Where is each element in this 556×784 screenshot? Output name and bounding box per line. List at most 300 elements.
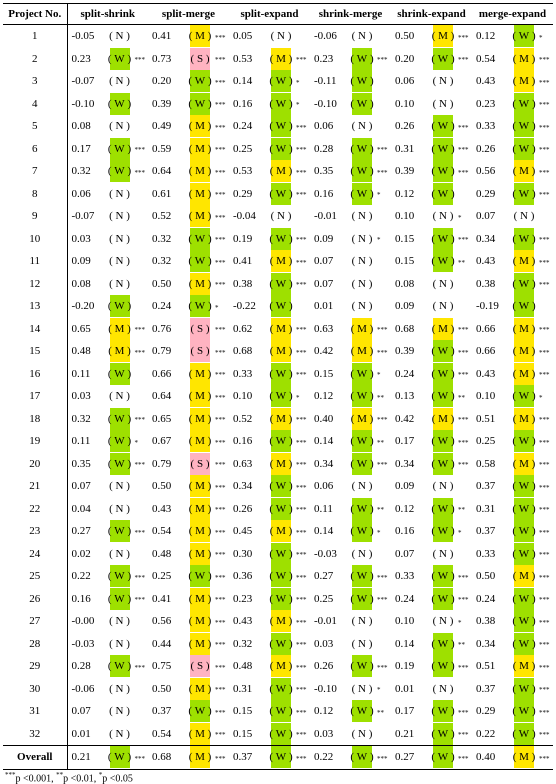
correlation-value: 0.07: [476, 210, 496, 223]
strength-label: ( W ): [347, 385, 377, 407]
significance-stars: ***: [539, 573, 550, 582]
table-cell: [310, 48, 391, 71]
table-cell: [67, 543, 148, 566]
strength-label: ( W ): [428, 565, 458, 587]
significance-stars: ***: [215, 461, 226, 470]
strength-letter: W: [518, 435, 530, 448]
correlation-value: 0.50: [152, 277, 172, 290]
strength-label: ( W ): [509, 543, 539, 565]
strength-label: ( N ): [105, 273, 135, 295]
table-cell: [472, 138, 553, 161]
significance-stars: *: [296, 78, 300, 87]
strength-letter: M: [195, 547, 205, 560]
table-cell: [310, 565, 391, 588]
strength-letter: W: [356, 502, 368, 515]
strength-letter: W: [437, 187, 449, 200]
strength-letter: W: [356, 390, 368, 403]
correlation-value: 0.15: [233, 705, 253, 718]
table-cell: [391, 228, 472, 251]
strength-label: ( M ): [185, 25, 215, 47]
significance-stars: ***: [296, 123, 307, 132]
strength-letter: M: [519, 75, 529, 88]
strength-label: ( N ): [347, 723, 377, 745]
significance-stars: ***: [215, 731, 226, 740]
correlation-value: 0.51: [476, 660, 496, 673]
correlation-value: 0.43: [152, 502, 172, 515]
table-row: [3, 498, 553, 521]
significance-stars: *: [377, 528, 381, 537]
project-number: 26: [3, 588, 67, 611]
significance-stars: ***: [215, 191, 226, 200]
footnote-text: p <0.001,: [15, 772, 57, 784]
correlation-value: 0.03: [314, 637, 334, 650]
strength-letter: M: [195, 412, 205, 425]
correlation-value: 0.41: [152, 592, 172, 605]
significance-stars: ***: [377, 573, 388, 582]
strength-letter: W: [437, 705, 449, 718]
table-row: [3, 115, 553, 138]
correlation-value: 0.50: [152, 480, 172, 493]
table-cell: [67, 610, 148, 633]
table-cell: [310, 385, 391, 408]
significance-stars: ***: [539, 191, 550, 200]
significance-stars: ***: [458, 123, 469, 132]
significance-stars: ***: [539, 348, 550, 357]
table-cell: [391, 588, 472, 611]
correlation-value: 0.19: [233, 232, 253, 245]
significance-stars: ***: [296, 686, 307, 695]
correlation-value: 0.35: [71, 457, 91, 470]
significance-stars: ***: [215, 641, 226, 650]
strength-label: ( N ): [347, 250, 377, 272]
correlation-value: 0.07: [71, 480, 91, 493]
strength-label: ( W ): [509, 295, 539, 317]
strength-letter: W: [356, 457, 368, 470]
significance-stars: ***: [296, 326, 307, 335]
strength-letter: N: [115, 255, 124, 268]
strength-label: ( W ): [266, 678, 296, 700]
strength-label: ( N ): [347, 25, 377, 47]
table-cell: [67, 318, 148, 341]
table-cell: [67, 25, 148, 48]
significance-stars: ***: [539, 146, 550, 155]
strength-letter: M: [276, 255, 286, 268]
strength-label: ( W ): [428, 385, 458, 407]
strength-label: ( M ): [185, 205, 215, 227]
project-number: 27: [3, 610, 67, 633]
strength-letter: W: [518, 232, 530, 245]
project-number: 12: [3, 273, 67, 296]
significance-stars: ***: [215, 326, 226, 335]
correlation-value: 0.66: [476, 345, 496, 358]
correlation-value: -0.00: [71, 615, 95, 628]
table-cell: [67, 250, 148, 273]
strength-letter: N: [115, 547, 124, 560]
correlation-value: -0.05: [71, 30, 95, 43]
correlation-value: 0.17: [395, 705, 415, 718]
strength-label: ( W ): [428, 430, 458, 452]
strength-label: ( W ): [105, 746, 135, 768]
header-split-expand: split-expand: [229, 4, 310, 25]
significance-stars: ***: [458, 416, 469, 425]
table-cell: [229, 385, 310, 408]
strength-label: ( N ): [428, 93, 458, 115]
correlation-value: 0.40: [476, 751, 496, 764]
strength-label: ( M ): [185, 475, 215, 497]
correlation-value: 0.33: [233, 367, 253, 380]
significance-stars: ***: [296, 56, 307, 65]
strength-letter: N: [520, 210, 528, 223]
significance-stars: ***: [377, 663, 388, 672]
table-cell: [310, 453, 391, 476]
strength-label: ( N ): [105, 678, 135, 700]
table-cell: [310, 318, 391, 341]
significance-stars: ***: [458, 708, 469, 717]
strength-letter: N: [358, 255, 366, 268]
significance-stars: ***: [215, 56, 226, 65]
strength-letter: M: [519, 255, 529, 268]
project-number: 13: [3, 295, 67, 318]
strength-label: ( N ): [347, 205, 377, 227]
strength-label: ( N ): [428, 273, 458, 295]
strength-label: ( N ): [347, 475, 377, 497]
strength-letter: S: [196, 457, 204, 470]
table-cell: [391, 93, 472, 116]
table-row: [3, 385, 553, 408]
strength-letter: W: [194, 300, 206, 313]
strength-label: ( N ): [105, 543, 135, 565]
significance-stars: ***: [377, 168, 388, 177]
correlation-value: 0.10: [233, 390, 253, 403]
strength-label: ( W ): [266, 498, 296, 520]
correlation-value: 0.12: [395, 187, 415, 200]
project-number: 31: [3, 700, 67, 723]
strength-letter: S: [196, 345, 204, 358]
correlation-value: 0.32: [152, 255, 172, 268]
table-cell: [148, 138, 229, 161]
table-row: [3, 700, 553, 723]
correlation-value: 0.37: [233, 751, 253, 764]
strength-letter: W: [518, 547, 530, 560]
strength-letter: W: [114, 435, 125, 448]
strength-label: ( M ): [185, 273, 215, 295]
significance-stars: ***: [539, 708, 550, 717]
table-cell: [472, 655, 553, 678]
strength-letter: N: [115, 615, 124, 628]
significance-stars: ***: [215, 596, 226, 605]
table-cell: [391, 453, 472, 476]
table-row: [3, 160, 553, 183]
significance-stars: ***: [296, 731, 307, 740]
correlation-value: 0.06: [314, 480, 334, 493]
correlation-value: 0.76: [152, 322, 172, 335]
strength-label: ( W ): [428, 250, 458, 272]
table-cell: [391, 543, 472, 566]
project-number: 32: [3, 723, 67, 746]
project-number: 18: [3, 408, 67, 431]
strength-label: ( M ): [185, 138, 215, 160]
table-cell: [472, 295, 553, 318]
correlation-value: 0.50: [152, 682, 172, 695]
strength-label: ( W ): [347, 160, 377, 182]
significance-stars: ***: [458, 461, 469, 470]
table-body: [3, 25, 553, 770]
table-cell: [472, 205, 553, 228]
table-cell: [391, 160, 472, 183]
strength-label: ( W ): [428, 228, 458, 250]
strength-label: ( M ): [509, 453, 539, 475]
strength-label: ( W ): [428, 633, 458, 655]
project-number: 5: [3, 115, 67, 138]
table-cell: [310, 160, 391, 183]
strength-letter: W: [275, 682, 287, 695]
correlation-value: 0.34: [314, 457, 334, 470]
significance-stars: ***: [296, 281, 307, 290]
significance-stars: ***: [539, 416, 550, 425]
correlation-value: 0.15: [395, 255, 415, 268]
table-cell: [229, 700, 310, 723]
overall-row: [3, 746, 553, 770]
table-row: [3, 318, 553, 341]
table-cell: [472, 363, 553, 386]
significance-stars: ***: [539, 618, 550, 627]
correlation-value: 0.31: [233, 682, 253, 695]
table-cell: [148, 340, 229, 363]
table-cell: [67, 205, 148, 228]
strength-label: ( N ): [105, 610, 135, 632]
correlation-value: 0.37: [476, 480, 496, 493]
table-row: [3, 138, 553, 161]
table-cell: [472, 93, 553, 116]
strength-label: ( W ): [347, 138, 377, 160]
strength-label: ( N ): [347, 228, 377, 250]
strength-letter: M: [195, 502, 205, 515]
table-cell: [67, 746, 148, 770]
significance-stars: ***: [377, 146, 388, 155]
table-row: [3, 363, 553, 386]
strength-letter: W: [114, 52, 125, 65]
significance-stars: ***: [458, 348, 469, 357]
strength-label: ( N ): [105, 228, 135, 250]
strength-letter: W: [194, 570, 206, 583]
table-cell: [391, 48, 472, 71]
strength-label: ( M ): [105, 340, 135, 362]
strength-letter: N: [358, 232, 366, 245]
strength-label: ( W ): [266, 93, 296, 115]
correlation-value: 0.32: [71, 412, 91, 425]
strength-label: ( W ): [266, 723, 296, 745]
significance-stars: ***: [215, 416, 226, 425]
strength-letter: M: [195, 277, 205, 290]
correlation-value: -0.06: [71, 682, 95, 695]
table-row: [3, 655, 553, 678]
table-row: [3, 408, 553, 431]
table-cell: [472, 385, 553, 408]
strength-letter: W: [518, 502, 530, 515]
strength-letter: M: [276, 412, 286, 425]
significance-stars: ***: [296, 371, 307, 380]
table-cell: [229, 520, 310, 543]
table-cell: [148, 746, 229, 770]
strength-label: ( M ): [185, 678, 215, 700]
strength-letter: W: [114, 142, 125, 155]
strength-label: ( M ): [185, 160, 215, 182]
table-cell: [310, 588, 391, 611]
strength-letter: W: [356, 75, 368, 88]
strength-label: ( N ): [105, 723, 135, 745]
correlation-value: 0.20: [395, 52, 415, 65]
correlation-value: -0.06: [314, 30, 337, 43]
strength-letter: M: [195, 435, 205, 448]
strength-letter: W: [194, 232, 206, 245]
significance-stars: ***: [215, 528, 226, 537]
strength-letter: N: [115, 277, 124, 290]
table-row: [3, 228, 553, 251]
strength-letter: M: [276, 52, 286, 65]
strength-label: ( M ): [185, 588, 215, 610]
strength-letter: W: [114, 367, 125, 380]
strength-letter: W: [356, 52, 368, 65]
table-cell: [67, 408, 148, 431]
significance-stars: *: [377, 371, 381, 380]
strength-label: ( W ): [105, 160, 135, 182]
table-cell: [148, 475, 229, 498]
correlation-value: 0.65: [152, 412, 172, 425]
overall-label: Overall: [3, 746, 67, 770]
significance-stars: ***: [296, 191, 307, 200]
table-cell: [148, 385, 229, 408]
correlation-value: 0.61: [152, 187, 172, 200]
table-row: [3, 543, 553, 566]
strength-label: ( N ): [428, 205, 458, 227]
strength-letter: W: [518, 637, 530, 650]
significance-stars: ***: [539, 56, 550, 65]
strength-label: ( N ): [105, 475, 135, 497]
significance-stars: ***: [134, 168, 145, 177]
strength-label: ( W ): [428, 340, 458, 362]
correlation-value: 0.44: [152, 637, 172, 650]
correlation-value: 0.43: [476, 367, 496, 380]
table-cell: [310, 138, 391, 161]
table-row: [3, 610, 553, 633]
table-cell: [472, 746, 553, 770]
correlation-value: 0.56: [152, 615, 172, 628]
strength-letter: W: [518, 525, 530, 538]
significance-stars: ***: [296, 641, 307, 650]
strength-label: ( W ): [347, 363, 377, 385]
strength-label: ( M ): [185, 723, 215, 745]
header-shrink-merge: shrink-merge: [310, 4, 391, 25]
strength-letter: W: [518, 390, 530, 403]
table-cell: [310, 228, 391, 251]
correlation-value: 0.08: [71, 120, 91, 133]
correlation-value: 0.68: [395, 322, 415, 335]
strength-label: ( W ): [266, 633, 296, 655]
table-cell: [472, 48, 553, 71]
correlation-value: 0.65: [71, 322, 91, 335]
table-cell: [67, 565, 148, 588]
strength-letter: W: [437, 367, 449, 380]
table-cell: [391, 498, 472, 521]
strength-letter: N: [115, 210, 124, 223]
correlation-value: 0.01: [395, 682, 415, 695]
strength-label: ( M ): [428, 318, 458, 340]
table-cell: [229, 93, 310, 116]
table-cell: [148, 565, 229, 588]
table-cell: [391, 205, 472, 228]
strength-label: ( N ): [105, 385, 135, 407]
strength-letter: M: [195, 682, 205, 695]
correlation-value: 0.48: [152, 547, 172, 560]
table-cell: [229, 25, 310, 48]
strength-label: ( W ): [105, 430, 135, 452]
correlation-value: 0.39: [395, 165, 415, 178]
significance-stars: ***: [296, 483, 307, 492]
table-cell: [472, 520, 553, 543]
significance-stars: ***: [296, 258, 307, 267]
correlation-value: 0.16: [233, 97, 253, 110]
significance-stars: ***: [539, 731, 550, 740]
table-cell: [67, 160, 148, 183]
strength-letter: N: [115, 75, 124, 88]
correlation-value: 0.66: [476, 322, 496, 335]
strength-letter: M: [195, 142, 205, 155]
table-cell: [310, 205, 391, 228]
strength-label: ( M ): [185, 408, 215, 430]
correlation-value: 0.09: [395, 300, 415, 313]
correlation-value: 0.48: [233, 660, 253, 673]
table-cell: [391, 183, 472, 206]
project-number: 10: [3, 228, 67, 251]
strength-letter: N: [439, 615, 447, 628]
correlation-value: 0.10: [395, 210, 415, 223]
correlation-value: 0.34: [476, 232, 496, 245]
strength-label: ( W ): [509, 610, 539, 632]
table-cell: [67, 48, 148, 71]
strength-letter: W: [275, 480, 287, 493]
table-cell: [472, 228, 553, 251]
strength-label: ( M ): [347, 318, 377, 340]
correlation-value: 0.03: [71, 232, 91, 245]
correlation-value: 0.79: [152, 345, 172, 358]
table-cell: [67, 70, 148, 93]
strength-label: ( N ): [347, 543, 377, 565]
strength-letter: W: [275, 97, 287, 110]
project-number: 2: [3, 48, 67, 71]
strength-label: ( N ): [266, 25, 296, 47]
strength-label: ( W ): [347, 700, 377, 722]
table-cell: [67, 340, 148, 363]
correlation-value: 0.53: [233, 165, 253, 178]
table-cell: [67, 723, 148, 746]
strength-letter: N: [358, 300, 366, 313]
correlation-value: 0.23: [476, 97, 496, 110]
significance-stars: ***: [458, 146, 469, 155]
correlation-value: 0.33: [476, 120, 496, 133]
significance-stars: ***: [377, 754, 388, 763]
table-row: [3, 520, 553, 543]
correlation-value: 0.26: [395, 120, 415, 133]
strength-label: ( W ): [509, 723, 539, 745]
strength-letter: W: [275, 435, 287, 448]
strength-label: ( W ): [509, 700, 539, 722]
table-row: [3, 430, 553, 453]
table-cell: [391, 700, 472, 723]
table-row: [3, 205, 553, 228]
table-cell: [148, 453, 229, 476]
correlation-value: 0.54: [476, 52, 496, 65]
strength-letter: M: [519, 367, 529, 380]
